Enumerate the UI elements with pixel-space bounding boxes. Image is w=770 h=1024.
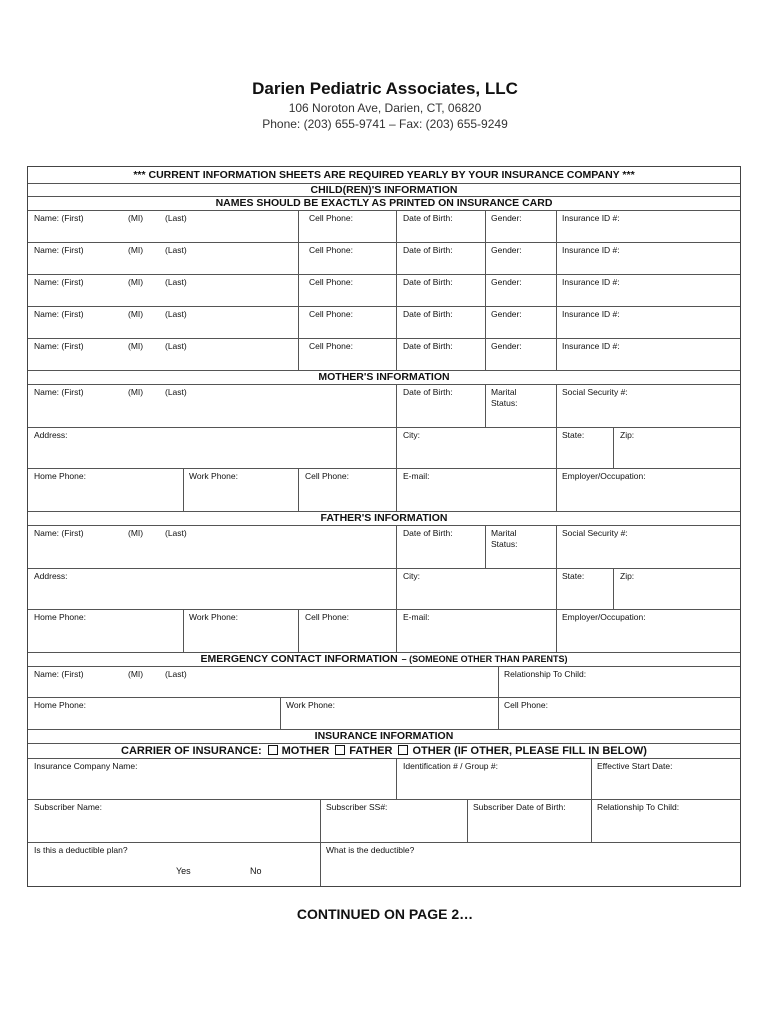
mother-last-name-label: (Last) bbox=[165, 387, 187, 397]
mother-name-field[interactable] bbox=[28, 384, 396, 427]
carrier-row bbox=[28, 745, 740, 757]
insurance-id-group-field[interactable] bbox=[396, 758, 591, 799]
mother-zip-label: Zip: bbox=[620, 430, 635, 440]
father-city-label: City: bbox=[403, 571, 420, 581]
father-ssn-field[interactable] bbox=[556, 525, 740, 568]
child-dob-label: Date of Birth: bbox=[403, 213, 453, 223]
emergency-mi-label: (MI) bbox=[128, 669, 144, 679]
child-mi-label: (MI) bbox=[128, 245, 144, 255]
insurance-effective-date-field[interactable] bbox=[591, 758, 740, 799]
child-cell-phone-label: Cell Phone: bbox=[309, 245, 353, 255]
emergency-title-text: EMERGENCY CONTACT INFORMATION bbox=[200, 653, 398, 665]
father-cell-phone-field[interactable] bbox=[298, 609, 396, 652]
father-email-label: E-mail: bbox=[403, 612, 430, 622]
child-dob-label: Date of Birth: bbox=[403, 277, 453, 287]
emergency-cell-phone-label: Cell Phone: bbox=[504, 700, 548, 710]
emergency-name-field[interactable] bbox=[28, 666, 498, 697]
father-ssn-label: Social Security #: bbox=[562, 528, 628, 538]
carrier-option-mother: MOTHER bbox=[281, 745, 330, 757]
child-dob-field[interactable] bbox=[396, 242, 485, 274]
practice-name: Darien Pediatric Associates, LLC bbox=[252, 79, 518, 98]
child-last-name-label: (Last) bbox=[165, 277, 187, 287]
child-name-field[interactable] bbox=[28, 242, 298, 274]
mother-city-label: City: bbox=[403, 430, 420, 440]
child-insurance-id-label: Insurance ID #: bbox=[562, 309, 620, 319]
mother-status-label: Status: bbox=[491, 398, 518, 408]
deductible-amount-field[interactable] bbox=[320, 856, 740, 886]
father-marital-label: Marital bbox=[491, 528, 517, 538]
child-first-name-label: Name: (First) bbox=[34, 245, 84, 255]
mother-marital-label: Marital bbox=[491, 387, 517, 397]
child-cell-phone-label: Cell Phone: bbox=[309, 309, 353, 319]
child-cell-phone-field[interactable] bbox=[298, 306, 396, 338]
child-dob-field[interactable] bbox=[396, 210, 485, 242]
subscriber-name-label: Subscriber Name: bbox=[34, 802, 103, 812]
mother-work-phone-field[interactable] bbox=[183, 468, 298, 511]
emergency-home-phone-label: Home Phone: bbox=[34, 700, 86, 710]
child-gender-field[interactable] bbox=[485, 338, 556, 370]
child-gender-label: Gender: bbox=[491, 213, 522, 223]
mother-zip-field[interactable] bbox=[613, 427, 740, 468]
insurance-company-field[interactable] bbox=[28, 758, 396, 799]
father-first-name-label: Name: (First) bbox=[34, 528, 84, 538]
divider bbox=[28, 743, 740, 744]
mother-dob-label: Date of Birth: bbox=[403, 387, 453, 397]
emergency-relationship-label: Relationship To Child: bbox=[504, 669, 587, 679]
child-dob-label: Date of Birth: bbox=[403, 245, 453, 255]
notice-banner: *** CURRENT INFORMATION SHEETS ARE REQUIRED YEARLY BY YOUR INSURANCE COMPANY *** bbox=[133, 169, 635, 181]
child-insurance-id-label: Insurance ID #: bbox=[562, 341, 620, 351]
emergency-cell-phone-field[interactable] bbox=[498, 697, 740, 729]
child-insurance-id-field[interactable] bbox=[556, 306, 740, 338]
emergency-first-name-label: Name: (First) bbox=[34, 669, 84, 679]
child-mi-label: (MI) bbox=[128, 309, 144, 319]
child-insurance-id-label: Insurance ID #: bbox=[562, 245, 620, 255]
child-cell-phone-field[interactable] bbox=[298, 210, 396, 242]
subscriber-dob-label: Subscriber Date of Birth: bbox=[473, 802, 566, 812]
father-zip-label: Zip: bbox=[620, 571, 635, 581]
father-zip-field[interactable] bbox=[613, 568, 740, 609]
mother-cell-phone-field[interactable] bbox=[298, 468, 396, 511]
subscriber-ss-label: Subscriber SS#: bbox=[326, 802, 388, 812]
mother-dob-field[interactable] bbox=[396, 384, 485, 427]
insurance-company-label: Insurance Company Name: bbox=[34, 761, 138, 771]
father-address-label: Address: bbox=[34, 571, 68, 581]
child-dob-field[interactable] bbox=[396, 306, 485, 338]
father-checkbox[interactable] bbox=[335, 745, 345, 755]
insurance-id-group-label: Identification # / Group #: bbox=[403, 761, 498, 771]
child-dob-label: Date of Birth: bbox=[403, 341, 453, 351]
practice-address: 106 Noroton Ave, Darien, CT, 06820 bbox=[288, 101, 482, 115]
emergency-title-note: – (SOMEONE OTHER THAN PARENTS) bbox=[401, 654, 568, 664]
child-insurance-id-label: Insurance ID #: bbox=[562, 277, 620, 287]
mother-ssn-label: Social Security #: bbox=[562, 387, 628, 397]
child-mi-label: (MI) bbox=[128, 213, 144, 223]
mother-home-phone-field[interactable] bbox=[28, 468, 183, 511]
child-first-name-label: Name: (First) bbox=[34, 341, 84, 351]
child-cell-phone-field[interactable] bbox=[298, 274, 396, 306]
child-name-field[interactable] bbox=[28, 274, 298, 306]
child-last-name-label: (Last) bbox=[165, 341, 187, 351]
deductible-no-option[interactable]: No bbox=[250, 866, 262, 876]
other-checkbox[interactable] bbox=[398, 745, 408, 755]
mother-checkbox[interactable] bbox=[268, 745, 278, 755]
child-gender-field[interactable] bbox=[485, 306, 556, 338]
mother-cell-phone-label: Cell Phone: bbox=[305, 471, 349, 481]
carrier-label: CARRIER OF INSURANCE: bbox=[121, 745, 262, 757]
child-cell-phone-label: Cell Phone: bbox=[309, 277, 353, 287]
child-insurance-id-field[interactable] bbox=[556, 210, 740, 242]
mother-address-field[interactable] bbox=[28, 427, 396, 468]
father-dob-label: Date of Birth: bbox=[403, 528, 453, 538]
emergency-section-title bbox=[28, 653, 740, 665]
insurance-effective-date-label: Effective Start Date: bbox=[597, 761, 673, 771]
emergency-work-phone-field[interactable] bbox=[280, 697, 498, 729]
children-section-title: CHILD(REN)'S INFORMATION bbox=[310, 184, 458, 196]
mother-marital-status-field[interactable] bbox=[485, 384, 556, 427]
father-home-phone-label: Home Phone: bbox=[34, 612, 86, 622]
child-name-field[interactable] bbox=[28, 338, 298, 370]
carrier-option-father: FATHER bbox=[349, 745, 393, 757]
mother-employer-label: Employer/Occupation: bbox=[562, 471, 646, 481]
child-dob-field[interactable] bbox=[396, 338, 485, 370]
child-dob-label: Date of Birth: bbox=[403, 309, 453, 319]
father-mi-label: (MI) bbox=[128, 528, 144, 538]
subscriber-ss-field[interactable] bbox=[320, 799, 467, 842]
mother-email-field[interactable] bbox=[396, 468, 556, 511]
father-cell-phone-label: Cell Phone: bbox=[305, 612, 349, 622]
child-name-field[interactable] bbox=[28, 210, 298, 242]
mother-section-title: MOTHER'S INFORMATION bbox=[318, 371, 450, 383]
child-gender-label: Gender: bbox=[491, 341, 522, 351]
child-gender-field[interactable] bbox=[485, 242, 556, 274]
carrier-option-other: OTHER (IF OTHER, PLEASE FILL IN BELOW) bbox=[412, 745, 647, 757]
mother-address-label: Address: bbox=[34, 430, 68, 440]
child-gender-label: Gender: bbox=[491, 277, 522, 287]
mother-email-label: E-mail: bbox=[403, 471, 430, 481]
emergency-last-name-label: (Last) bbox=[165, 669, 187, 679]
father-email-field[interactable] bbox=[396, 609, 556, 652]
mother-state-field[interactable] bbox=[556, 427, 613, 468]
emergency-relationship-field[interactable] bbox=[498, 666, 740, 697]
father-status-label: Status: bbox=[491, 539, 518, 549]
mother-home-phone-label: Home Phone: bbox=[34, 471, 86, 481]
child-dob-field[interactable] bbox=[396, 274, 485, 306]
child-insurance-id-label: Insurance ID #: bbox=[562, 213, 620, 223]
father-employer-field[interactable] bbox=[556, 609, 740, 652]
father-section-title: FATHER'S INFORMATION bbox=[320, 512, 448, 524]
father-marital-status-field[interactable] bbox=[485, 525, 556, 568]
child-insurance-id-field[interactable] bbox=[556, 338, 740, 370]
child-cell-phone-label: Cell Phone: bbox=[309, 341, 353, 351]
mother-state-label: State: bbox=[562, 430, 585, 440]
deductible-question-label: Is this a deductible plan? bbox=[34, 845, 128, 855]
practice-phone-fax: Phone: (203) 655-9741 – Fax: (203) 655-9249 bbox=[262, 117, 508, 131]
deductible-yes-option[interactable]: Yes bbox=[176, 866, 191, 876]
child-gender-field[interactable] bbox=[485, 274, 556, 306]
mother-mi-label: (MI) bbox=[128, 387, 144, 397]
father-state-label: State: bbox=[562, 571, 585, 581]
father-state-field[interactable] bbox=[556, 568, 613, 609]
child-name-field[interactable] bbox=[28, 306, 298, 338]
deductible-amount-label: What is the deductible? bbox=[326, 845, 415, 855]
father-last-name-label: (Last) bbox=[165, 528, 187, 538]
continued-note: CONTINUED ON PAGE 2… bbox=[296, 906, 474, 922]
child-first-name-label: Name: (First) bbox=[34, 309, 84, 319]
registration-form bbox=[27, 166, 741, 887]
father-work-phone-field[interactable] bbox=[183, 609, 298, 652]
mother-first-name-label: Name: (First) bbox=[34, 387, 84, 397]
child-last-name-label: (Last) bbox=[165, 213, 187, 223]
child-cell-phone-field[interactable] bbox=[298, 338, 396, 370]
subscriber-name-field[interactable] bbox=[28, 799, 320, 842]
child-cell-phone-label: Cell Phone: bbox=[309, 213, 353, 223]
subscriber-relationship-label: Relationship To Child: bbox=[597, 802, 680, 812]
child-first-name-label: Name: (First) bbox=[34, 213, 84, 223]
emergency-home-phone-field[interactable] bbox=[28, 697, 280, 729]
father-city-field[interactable] bbox=[396, 568, 556, 609]
child-cell-phone-field[interactable] bbox=[298, 242, 396, 274]
father-work-phone-label: Work Phone: bbox=[189, 612, 238, 622]
child-mi-label: (MI) bbox=[128, 341, 144, 351]
child-mi-label: (MI) bbox=[128, 277, 144, 287]
father-employer-label: Employer/Occupation: bbox=[562, 612, 646, 622]
child-insurance-id-field[interactable] bbox=[556, 274, 740, 306]
child-last-name-label: (Last) bbox=[165, 309, 187, 319]
child-gender-label: Gender: bbox=[491, 245, 522, 255]
divider bbox=[28, 842, 740, 843]
mother-city-field[interactable] bbox=[396, 427, 556, 468]
mother-ssn-field[interactable] bbox=[556, 384, 740, 427]
father-name-field[interactable] bbox=[28, 525, 396, 568]
insurance-section-title: INSURANCE INFORMATION bbox=[314, 730, 454, 742]
emergency-work-phone-label: Work Phone: bbox=[286, 700, 335, 710]
subscriber-relationship-field[interactable] bbox=[591, 799, 740, 842]
child-gender-label: Gender: bbox=[491, 309, 522, 319]
child-gender-field[interactable] bbox=[485, 210, 556, 242]
father-dob-field[interactable] bbox=[396, 525, 485, 568]
children-section-subtitle: NAMES SHOULD BE EXACTLY AS PRINTED ON INSURANCE CARD bbox=[215, 197, 553, 209]
father-address-field[interactable] bbox=[28, 568, 396, 609]
child-first-name-label: Name: (First) bbox=[34, 277, 84, 287]
child-last-name-label: (Last) bbox=[165, 245, 187, 255]
child-insurance-id-field[interactable] bbox=[556, 242, 740, 274]
mother-employer-field[interactable] bbox=[556, 468, 740, 511]
mother-work-phone-label: Work Phone: bbox=[189, 471, 238, 481]
father-home-phone-field[interactable] bbox=[28, 609, 183, 652]
subscriber-dob-field[interactable] bbox=[467, 799, 591, 842]
